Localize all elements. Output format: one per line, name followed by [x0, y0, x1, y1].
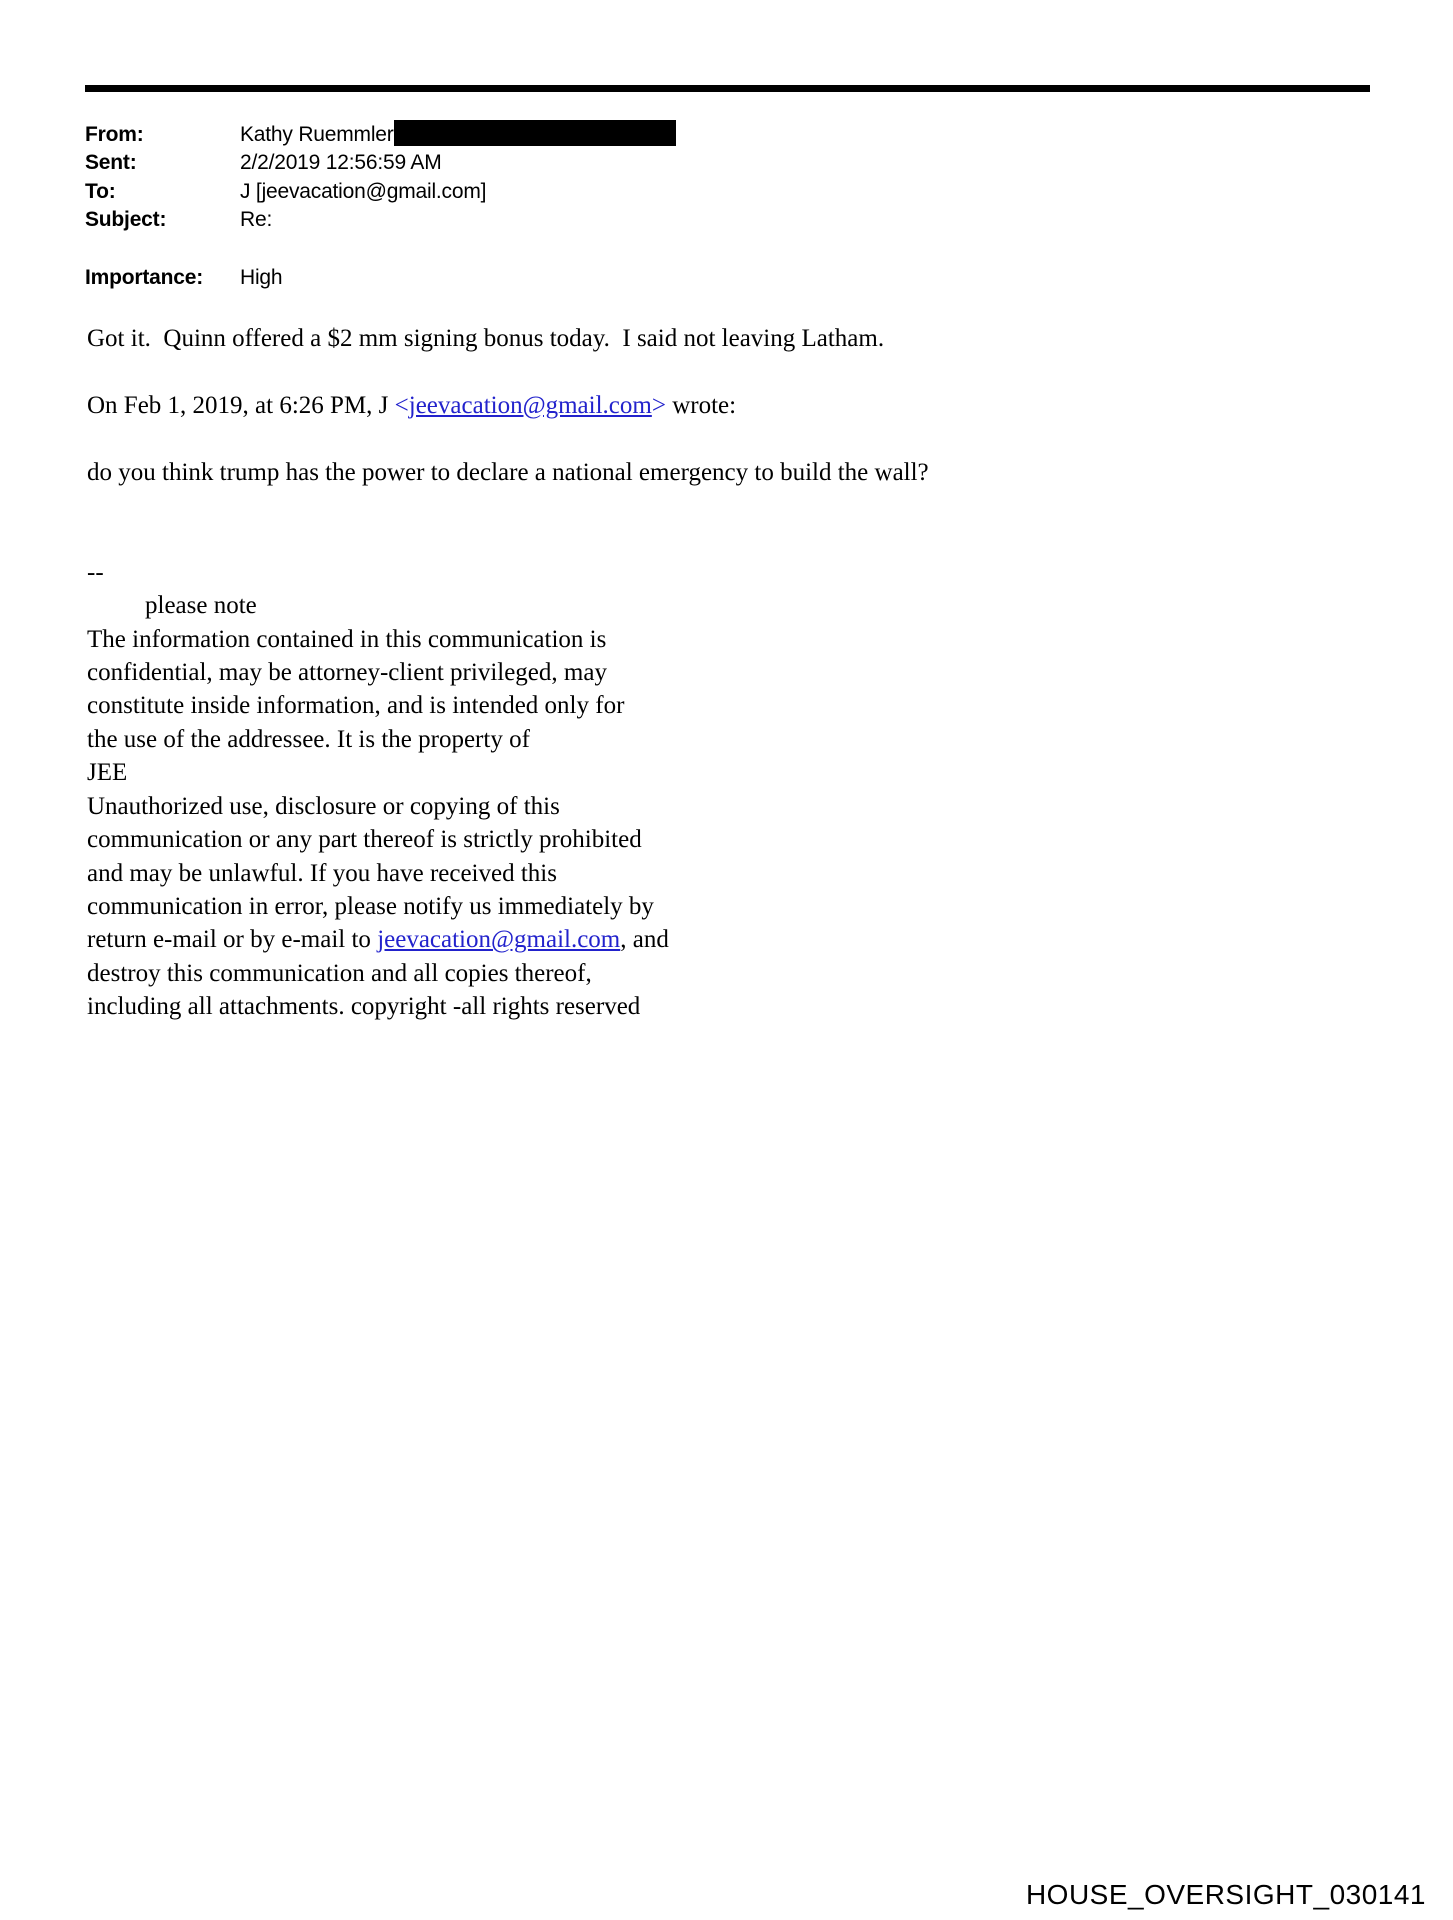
sent-label: Sent:: [85, 151, 137, 175]
disclaimer-line: communication or any part thereof is strictly prohibited: [87, 826, 642, 854]
sent-value: 2/2/2019 12:56:59 AM: [240, 151, 442, 175]
importance-label: Importance:: [85, 266, 203, 290]
from-label: From:: [85, 123, 144, 146]
email-header: [85, 121, 1185, 292]
header-row-from: [85, 121, 1185, 149]
quote-attribution-suffix: wrote:: [665, 391, 737, 419]
header-row-to: [85, 178, 1185, 206]
disclaimer-line: The information contained in this communication is: [87, 625, 607, 653]
from-value: [240, 121, 676, 149]
disclaimer-line: including all attachments. copyright -all rights reserved: [87, 993, 641, 1021]
blank-line: [87, 489, 1247, 522]
blank-line: [87, 355, 1247, 388]
signature-dashes: --: [87, 558, 104, 586]
disclaimer-line: confidential, may be attorney-client privileged, may: [87, 659, 607, 687]
quoted-question-text: do you think trump has the power to declare a national emergency to build the wall?: [87, 458, 929, 486]
disclaimer-line: communication in error, please notify us immediately by: [87, 892, 654, 920]
header-row-sent: [85, 149, 1185, 177]
from-name-text: Kathy Ruemmler: [240, 123, 394, 146]
subject-value: Re:: [240, 207, 273, 231]
email-body: [87, 322, 1247, 1024]
disclaimer-link-suffix: , and: [620, 926, 669, 954]
disclaimer-link-line: [87, 923, 1247, 956]
redaction-bar: [394, 120, 676, 146]
message-text: Got it. Quinn offered a $2 mm signing bonus today. I said not leaving Latham.: [87, 325, 885, 352]
to-value: J [jeevacation@gmail.com]: [240, 179, 487, 203]
header-divider-rule: [85, 85, 1370, 92]
header-row-importance: [85, 264, 1185, 292]
blank-line: [87, 422, 1247, 455]
to-label: To:: [85, 179, 116, 203]
disclaimer-link-prefix: return e-mail or by e-mail to: [87, 926, 378, 954]
importance-value: High: [240, 266, 283, 290]
disclaimer-line: constitute inside information, and is intended only for: [87, 692, 625, 720]
disclaimer-line: destroy this communication and all copies thereof,: [87, 959, 592, 987]
header-row-subject: [85, 206, 1185, 234]
angle-bracket-close: >: [651, 391, 666, 419]
signature-note: please note: [145, 592, 257, 620]
quote-attribution-line: [87, 389, 1247, 422]
bates-number: HOUSE_OVERSIGHT_030141: [1025, 1879, 1426, 1910]
notify-email-link[interactable]: jeevacation@gmail.com: [377, 926, 621, 954]
quote-attribution-prefix: On Feb 1, 2019, at 6:26 PM, J: [87, 391, 395, 419]
angle-bracket-open: <: [394, 391, 409, 419]
disclaimer-block-b: [87, 957, 1247, 1024]
sender-email-link[interactable]: jeevacation@gmail.com: [408, 391, 652, 419]
blank-line: [87, 522, 1247, 555]
disclaimer-line: Unauthorized use, disclosure or copying of this: [87, 792, 560, 820]
disclaimer-line: and may be unlawful. If you have received this: [87, 859, 557, 887]
subject-label: Subject:: [85, 207, 167, 231]
disclaimer-line: JEE: [87, 759, 128, 787]
disclaimer-block-a: [87, 623, 1247, 924]
disclaimer-line: the use of the addressee. It is the property of: [87, 725, 530, 753]
